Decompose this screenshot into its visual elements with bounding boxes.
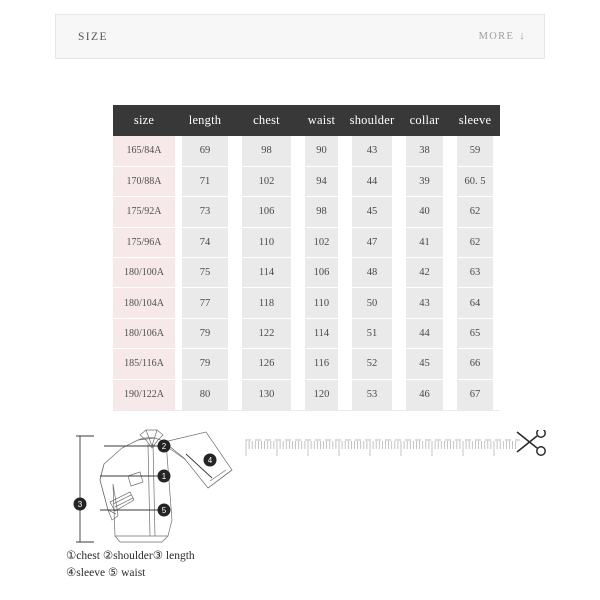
cell-length: 69 bbox=[175, 136, 235, 166]
page-title: SIZE bbox=[78, 30, 108, 43]
table-row bbox=[113, 349, 500, 379]
cell-sleeve: 64 bbox=[450, 288, 500, 318]
cell-length: 80 bbox=[175, 379, 235, 409]
cell-sleeve: 62 bbox=[450, 197, 500, 227]
cell-sleeve: 63 bbox=[450, 258, 500, 288]
cell-size: 175/96A bbox=[113, 227, 175, 257]
more-label: MORE bbox=[478, 31, 515, 42]
diagram-legend bbox=[66, 548, 296, 582]
size-table-container bbox=[113, 105, 500, 411]
cell-shoulder: 50 bbox=[345, 288, 399, 318]
column-header-sleeve: sleeve bbox=[450, 105, 500, 136]
cell-chest: 110 bbox=[235, 227, 298, 257]
cell-shoulder: 52 bbox=[345, 349, 399, 379]
cell-length: 79 bbox=[175, 318, 235, 348]
cell-shoulder: 53 bbox=[345, 379, 399, 409]
table-row bbox=[113, 258, 500, 288]
cell-length: 75 bbox=[175, 258, 235, 288]
cell-chest: 106 bbox=[235, 197, 298, 227]
svg-text:1: 1 bbox=[161, 472, 167, 482]
cell-shoulder: 43 bbox=[345, 136, 399, 166]
cell-waist: 90 bbox=[298, 136, 345, 166]
cell-waist: 120 bbox=[298, 379, 345, 409]
arrow-down-icon: ↓ bbox=[519, 30, 526, 42]
cell-chest: 114 bbox=[235, 258, 298, 288]
cell-length: 73 bbox=[175, 197, 235, 227]
cell-size: 180/100A bbox=[113, 258, 175, 288]
diagram-marker-group bbox=[74, 440, 217, 517]
cell-waist: 98 bbox=[298, 197, 345, 227]
cell-size: 190/122A bbox=[113, 379, 175, 409]
cell-length: 77 bbox=[175, 288, 235, 318]
cell-shoulder: 47 bbox=[345, 227, 399, 257]
table-row bbox=[113, 379, 500, 409]
cell-chest: 130 bbox=[235, 379, 298, 409]
cell-sleeve: 67 bbox=[450, 379, 500, 409]
cell-collar: 42 bbox=[399, 258, 450, 288]
table-row bbox=[113, 288, 500, 318]
svg-text:5: 5 bbox=[161, 506, 167, 516]
cell-collar: 38 bbox=[399, 136, 450, 166]
svg-text:2: 2 bbox=[161, 442, 167, 452]
table-header-row bbox=[113, 105, 500, 136]
table-body bbox=[113, 136, 500, 410]
table-row bbox=[113, 136, 500, 166]
shirt-diagram-svg bbox=[60, 424, 240, 546]
cell-waist: 116 bbox=[298, 349, 345, 379]
table-row bbox=[113, 166, 500, 196]
cell-shoulder: 48 bbox=[345, 258, 399, 288]
cell-waist: 114 bbox=[298, 318, 345, 348]
cell-size: 185/116A bbox=[113, 349, 175, 379]
cell-waist: 94 bbox=[298, 166, 345, 196]
cell-size: 170/88A bbox=[113, 166, 175, 196]
cell-collar: 45 bbox=[399, 349, 450, 379]
cell-sleeve: 66 bbox=[450, 349, 500, 379]
cell-chest: 98 bbox=[235, 136, 298, 166]
cell-size: 180/106A bbox=[113, 318, 175, 348]
cell-waist: 102 bbox=[298, 227, 345, 257]
more-button[interactable] bbox=[479, 31, 526, 42]
cell-collar: 39 bbox=[399, 166, 450, 196]
cell-shoulder: 51 bbox=[345, 318, 399, 348]
cell-chest: 118 bbox=[235, 288, 298, 318]
legend-line-2: ④sleeve ⑤ waist bbox=[66, 567, 146, 579]
table-row bbox=[113, 227, 500, 257]
column-header-shoulder: shoulder bbox=[345, 105, 399, 136]
cell-sleeve: 59 bbox=[450, 136, 500, 166]
cell-sleeve: 60. 5 bbox=[450, 166, 500, 196]
cell-waist: 110 bbox=[298, 288, 345, 318]
cell-chest: 102 bbox=[235, 166, 298, 196]
size-section-header bbox=[55, 14, 545, 59]
column-header-size: size bbox=[113, 105, 175, 136]
cell-shoulder: 45 bbox=[345, 197, 399, 227]
measuring-tape-with-scissors bbox=[245, 430, 550, 490]
cell-collar: 43 bbox=[399, 288, 450, 318]
cell-sleeve: 65 bbox=[450, 318, 500, 348]
tape-svg bbox=[245, 430, 550, 490]
cell-size: 165/84A bbox=[113, 136, 175, 166]
column-header-waist: waist bbox=[298, 105, 345, 136]
cell-chest: 126 bbox=[235, 349, 298, 379]
cell-shoulder: 44 bbox=[345, 166, 399, 196]
cell-size: 180/104A bbox=[113, 288, 175, 318]
column-header-length: length bbox=[175, 105, 235, 136]
column-header-chest: chest bbox=[235, 105, 298, 136]
table-bottom-divider bbox=[113, 410, 500, 411]
scissors-icon bbox=[517, 430, 545, 455]
cell-size: 175/92A bbox=[113, 197, 175, 227]
cell-collar: 40 bbox=[399, 197, 450, 227]
column-header-collar: collar bbox=[399, 105, 450, 136]
svg-text:4: 4 bbox=[207, 456, 213, 466]
cell-collar: 44 bbox=[399, 318, 450, 348]
cell-collar: 41 bbox=[399, 227, 450, 257]
cell-length: 71 bbox=[175, 166, 235, 196]
cell-length: 79 bbox=[175, 349, 235, 379]
size-table bbox=[113, 105, 500, 410]
cell-chest: 122 bbox=[235, 318, 298, 348]
table-row bbox=[113, 197, 500, 227]
cell-sleeve: 62 bbox=[450, 227, 500, 257]
cell-waist: 106 bbox=[298, 258, 345, 288]
cell-collar: 46 bbox=[399, 379, 450, 409]
svg-text:3: 3 bbox=[77, 500, 83, 510]
shirt-measurement-diagram bbox=[60, 424, 240, 546]
cell-length: 74 bbox=[175, 227, 235, 257]
table-row bbox=[113, 318, 500, 348]
legend-line-1: ①chest ②shoulder③ length bbox=[66, 550, 195, 562]
